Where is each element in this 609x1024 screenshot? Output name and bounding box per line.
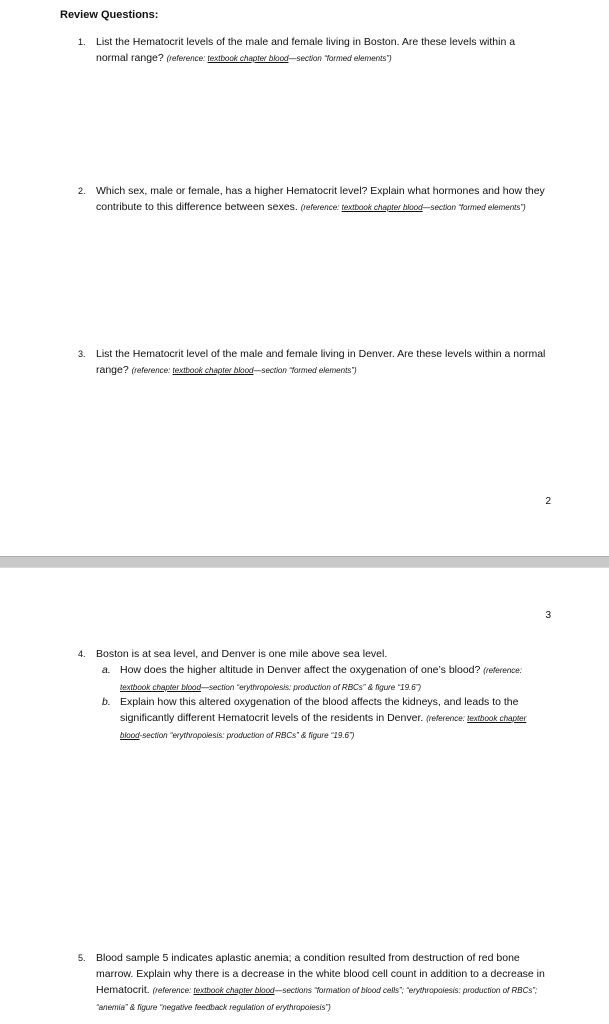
question-3 xyxy=(78,346,548,379)
question-1 xyxy=(78,34,548,67)
question-text: Which sex, male or female, has a higher Hematocrit level? Explain what hormones and how they contribute to this difference between sexes. xyxy=(96,185,545,213)
reference-note: (reference: textbook chapter blood—section “formed elements”) xyxy=(166,54,392,63)
subquestion-letter: b. xyxy=(102,696,111,708)
question-number: 5. xyxy=(78,953,86,963)
subquestion-text: How does the higher altitude in Denver affect the oxygenation of one’s blood? xyxy=(120,664,481,676)
question-4 xyxy=(78,646,548,662)
reference-link[interactable]: textbook chapter blood xyxy=(193,986,275,995)
reference-link[interactable]: textbook chapter blood xyxy=(341,203,423,212)
reference-note: (reference: textbook chapter blood—section “formed elements”) xyxy=(300,203,526,212)
subquestion-b xyxy=(102,694,548,744)
reference-note: (reference: textbook chapter blood—section “formed elements”) xyxy=(131,366,357,375)
reference-link[interactable]: textbook chapter blood xyxy=(120,714,527,740)
question-2 xyxy=(78,183,548,216)
review-questions-heading: Review Questions: xyxy=(60,9,159,21)
reference-note: (reference: textbook chapter blood-section “erythropoiesis: production of RBCs” & figure “19.6”) xyxy=(120,714,527,740)
reference-note: (reference: textbook chapter blood—sections “formation of blood cells”; “erythropoiesis: production of RBCs”; “anemia” & figure “negative feedback regulation of erythropoiesis”) xyxy=(96,986,538,1012)
reference-link[interactable]: textbook chapter blood xyxy=(172,366,254,375)
reference-note: (reference: textbook chapter blood—section “erythropoiesis: production of RBCs” & figure “19.6”) xyxy=(120,666,522,692)
question-number: 2. xyxy=(78,186,86,196)
page-number: 2 xyxy=(545,496,551,507)
reference-link[interactable]: textbook chapter blood xyxy=(120,683,201,692)
question-5 xyxy=(78,950,548,1016)
question-number: 4. xyxy=(78,649,86,659)
subquestion-text: Explain how this altered oxygenation of the blood affects the kidneys, and leads to the significantly different Hematocrit levels of the residents in Denver. xyxy=(120,696,519,724)
question-text: Boston is at sea level, and Denver is one mile above sea level. xyxy=(96,648,388,660)
subquestion-letter: a. xyxy=(102,664,111,676)
document-page-3 xyxy=(0,568,609,1024)
page-number: 3 xyxy=(545,610,551,621)
page-break-divider xyxy=(0,556,609,568)
subquestion-a xyxy=(102,662,548,696)
question-number: 3. xyxy=(78,349,86,359)
question-text: List the Hematocrit levels of the male and female living in Boston. Are these levels within a normal range? xyxy=(96,36,516,64)
question-text: Blood sample 5 indicates aplastic anemia; a condition resulted from destruction of red bone marrow. Explain why there is a decrease in the white blood cell count in addition to a decrease in Hematocrit. xyxy=(96,952,545,996)
question-number: 1. xyxy=(78,37,86,47)
question-text: List the Hematocrit level of the male and female living in Denver. Are these levels within a normal range? xyxy=(96,348,546,376)
reference-link[interactable]: textbook chapter blood xyxy=(207,54,289,63)
